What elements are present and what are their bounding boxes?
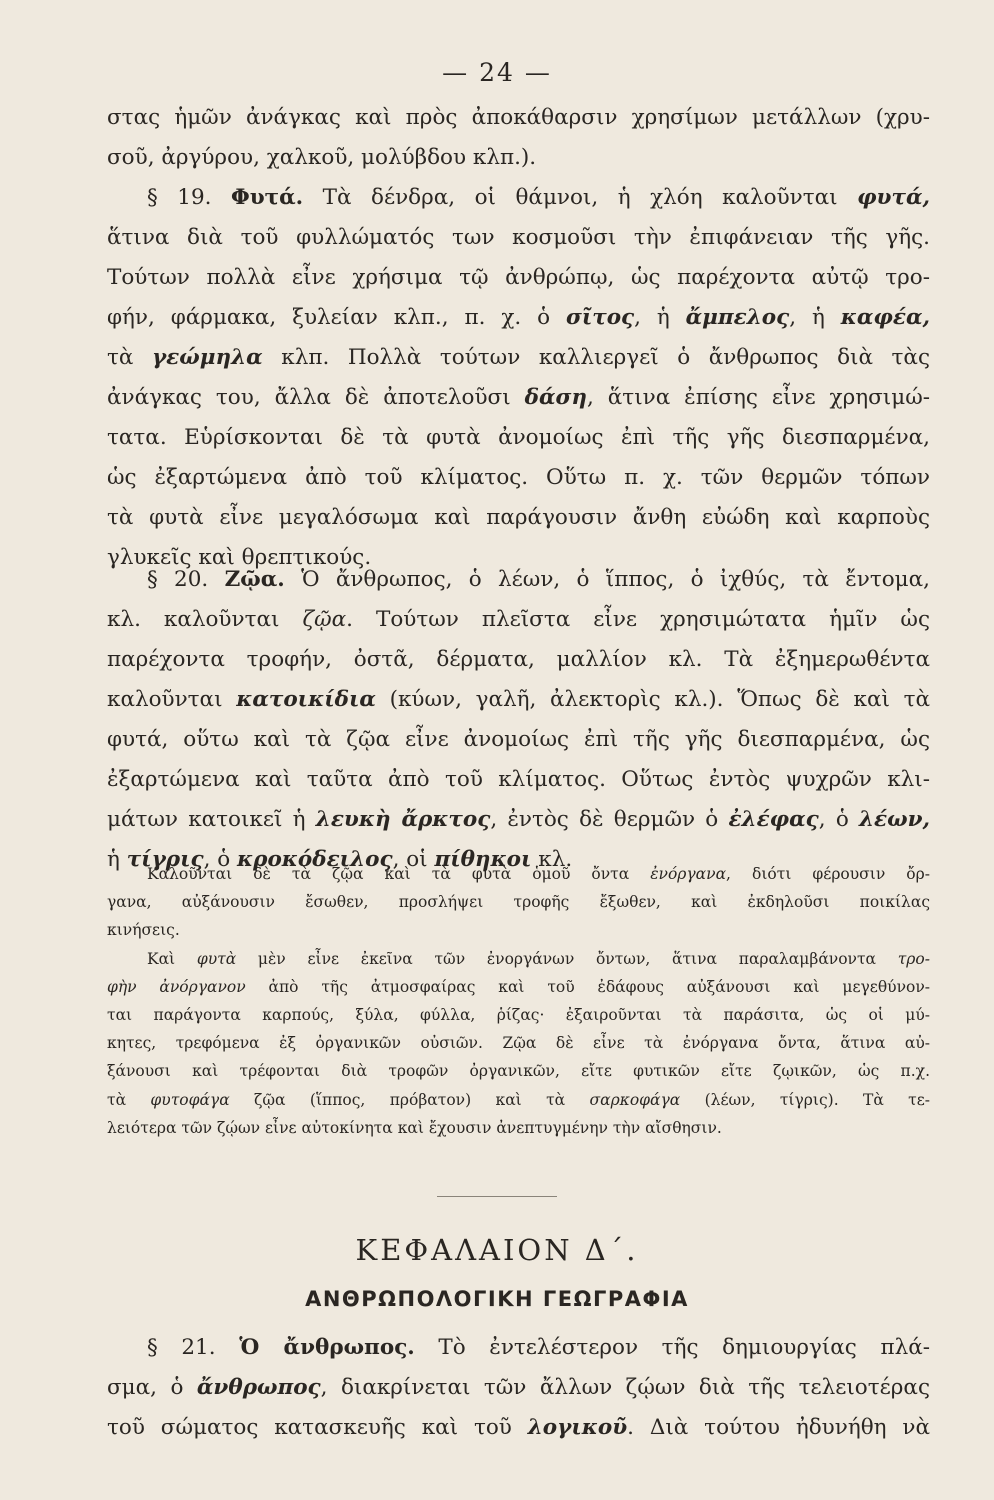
page-number: — 24 — [442,58,552,87]
emphasized-term: κροκόδειλος [237,847,393,872]
emphasized-term: πίθηκοι [434,847,532,872]
chapter-heading: ΚΕΦΑΛΑΙΟΝ Δ΄. [355,1233,639,1267]
text-line [107,378,930,418]
emphasized-term: ἐλέφας [728,807,819,832]
emphasized-term: κατοικίδια [236,687,376,712]
text-run: κλ. [531,847,573,872]
section-title: Ζῷα. [224,567,285,592]
text-run: , ὁ [203,847,238,872]
text-run: , ἡ [634,305,686,330]
emphasized-term: σαρκοφάγα [589,1090,681,1109]
text-line [107,338,930,378]
emphasized-term: γεώμηλα [151,345,263,370]
text-run: ἀπὸ τῆς ἀτμοσφαίρας καὶ τοῦ ἐδάφους αὐξάνουσι καὶ μεγεθύνον- [245,977,930,996]
text-line: τὰ φυτὰ εἶνε μεγαλόσωμα καὶ παράγουσιν ἄνθη εὐώδη καὶ καρποὺς [107,505,930,530]
paragraph-continuation [107,98,930,178]
emphasized-term: δάση [524,385,587,410]
emphasized-term: τίγρις [126,847,204,872]
text-run: μὲν εἶνε ἐκεῖνα τῶν ἐνοργάνων ὄντων, ἅτινα παραλαμβάνοντα [236,949,898,968]
emphasized-term: ἄνθρωπος [196,1375,321,1400]
section-number: § 21. [147,1335,216,1360]
text-run: (κύων, γαλῆ, ἀλεκτορὶς κλ.). Ὅπως δὲ καὶ τὰ [375,687,930,712]
text-line: κητες, τρεφόμενα ἐξ ὀργανικῶν οὐσιῶν. Ζῷα δὲ εἶνε τὰ ἐνόργανα ὄντα, ἅτινα αὐ- [107,1034,930,1053]
text-run: , ἐντὸς δὲ θερμῶν ὁ [490,807,729,832]
emphasized-term: φὴν ἀνόργανον [107,977,246,996]
text-line [107,600,930,640]
section-19 [107,178,930,578]
text-line [107,945,930,973]
text-line: λειότερα τῶν ζῴων εἶνε αὐτοκίνητα καὶ ἔχουσιν ἀνεπτυγμένην τὴν αἴσθησιν. [107,1118,722,1137]
text-line [107,1328,930,1368]
emphasized-term: φυτοφάγα [150,1090,230,1109]
text-line [107,800,930,840]
text-run: Καὶ [147,949,197,968]
text-run: κλ. καλοῦνται [107,607,303,632]
text-line [107,1368,930,1408]
text-run: ἡ [107,847,127,872]
emphasized-term: φυτὰ [196,949,237,968]
text-run: καλοῦνται [107,687,237,712]
emphasized-term: ζῷα [302,607,347,632]
emphasized-term: καφέα, [840,305,930,330]
section-number: § 19. [147,185,212,210]
text-run: , ἅτινα ἐπίσης εἶνε χρησιμώ- [587,385,930,410]
text-run: Καλοῦνται δὲ τὰ ζῷα καὶ τὰ φυτὰ ὁμοῦ ὄντα [147,865,651,883]
text-run: μάτων κατοικεῖ ἡ [107,807,316,832]
text-line [107,1086,930,1114]
text-line [107,973,930,1001]
text-run: φήν, φάρμακα, ξυλείαν κλπ., π. χ. ὁ [107,305,566,330]
text-line: ξάνουσι καὶ τρέφονται διὰ τροφῶν ὀργανικῶν, εἴτε φυτικῶν εἴτε ζῳικῶν, ὡς π.χ. [107,1062,930,1081]
text-run: , ὁ [818,807,859,832]
text-line [107,860,930,888]
emphasized-term: λευκὴ ἄρκτος [315,807,491,832]
text-run: κλπ. Πολλὰ τούτων καλλιεργεῖ ὁ ἄνθρωπος διὰ τὰς [262,345,930,370]
text-line: φυτά, οὕτω καὶ τὰ ζῷα εἶνε ἀνομοίως ἐπὶ τῆς γῆς διεσπαρμένα, ὡς [107,727,930,752]
section-21 [107,1328,930,1448]
text-run: , διακρίνεται τῶν ἄλλων ζῴων διὰ τῆς τελειοτέρας [320,1375,930,1400]
section-title: Φυτά. [230,185,304,210]
chapter-subtitle: ΑΝΘΡΩΠΟΛΟΓΙΚΗ ΓΕΩΓΡΑΦΙΑ [305,1287,689,1311]
text-run: . Διὰ τούτου ἠδυνήθη νὰ [627,1415,930,1440]
section-title: Ὁ ἄνθρωπος. [239,1335,415,1360]
text-line: σοῦ, ἀργύρου, χαλκοῦ, μολύβδου κλπ.). [107,145,537,170]
text-run: , διότι φέρουσιν ὄρ- [726,865,930,883]
emphasized-term: σῖτος [565,305,635,330]
section-number: § 20. [147,567,209,592]
text-line [107,680,930,720]
text-run: τὰ [107,345,152,370]
section-divider [437,1196,557,1197]
text-run: τοῦ σώματος κατασκευῆς καὶ τοῦ [107,1415,528,1440]
text-line: ται παράγοντα καρπούς, ξύλα, φύλλα, ῥίζας· ἐξαιροῦνται τὰ παράσιτα, ὡς οἱ μύ- [107,1006,930,1025]
text-line: τατα. Εὑρίσκονται δὲ τὰ φυτὰ ἀνομοίως ἐπὶ τῆς γῆς διεσπαρμένα, [107,425,930,450]
text-line [107,178,930,218]
text-line: ἅτινα διὰ τοῦ φυλλώματός των κοσμοῦσι τὴν ἐπιφάνειαν τῆς γῆς. [107,225,930,250]
text-line [107,560,930,600]
text-line: Τούτων πολλὰ εἶνε χρήσιμα τῷ ἀνθρώπῳ, ὡς παρέχοντα αὐτῷ τρο- [107,265,930,290]
emphasized-term: ἐνόργανα [650,865,727,883]
text-run: , ἡ [789,305,841,330]
text-line: στας ἡμῶν ἀνάγκας καὶ πρὸς ἀποκάθαρσιν χρησίμων μετάλλων (χρυ- [107,105,930,130]
text-run: , οἱ [392,847,435,872]
emphasized-term: ἄμπελος [685,305,790,330]
text-line: γανα, αὐξάνουσιν ἔσωθεν, προσλήψει τροφῆς ἔξωθεν, καὶ ἐκδηλοῦσι ποικίλας [107,893,930,912]
text-line: γλυκεῖς καὶ θρεπτικούς. [107,545,372,570]
emphasized-term: λέων, [858,807,930,832]
text-line: κινήσεις. [107,921,180,940]
section-20 [107,560,930,880]
text-line: ἐξαρτώμενα καὶ ταῦτα ἀπὸ τοῦ κλίματος. Οὕτως ἐντὸς ψυχρῶν κλι- [107,767,930,792]
text-run: τὰ [107,1090,151,1109]
text-run: (λέων, τίγρις). Τὰ τε- [680,1090,930,1109]
text-run: ἀνάγκας του, ἄλλα δὲ ἀποτελοῦσι [107,385,525,410]
text-run: . Τούτων πλεῖστα εἶνε χρησιμώτατα ἡμῖν ὡς [346,607,930,632]
text-line [107,298,930,338]
emphasized-term: φυτά, [857,185,930,210]
small-print-note [107,860,930,1142]
text-line: παρέχοντα τροφήν, ὀστᾶ, δέρματα, μαλλίον κλ. Τὰ ἐξημερωθέντα [107,647,930,672]
emphasized-term: τρο- [897,949,930,968]
emphasized-term: λογικοῦ [527,1415,628,1440]
text-run: σμα, ὁ [107,1375,197,1400]
text-line [107,1408,930,1448]
text-run: ζῷα (ἵππος, πρόβατον) καὶ τὰ [229,1090,590,1109]
text-run: Ὁ ἄνθρωπος, ὁ λέων, ὁ ἵππος, ὁ ἰχθύς, τὰ ἔντομα, [284,567,930,592]
text-line: ὡς ἐξαρτώμενα ἀπὸ τοῦ κλίματος. Οὕτω π. χ. τῶν θερμῶν τόπων [107,465,930,490]
text-run: Τὸ ἐντελέστερον τῆς δημιουργίας πλά- [414,1335,930,1360]
text-run: Τὰ δένδρα, οἱ θάμνοι, ἡ χλόη καλοῦνται [303,185,858,210]
